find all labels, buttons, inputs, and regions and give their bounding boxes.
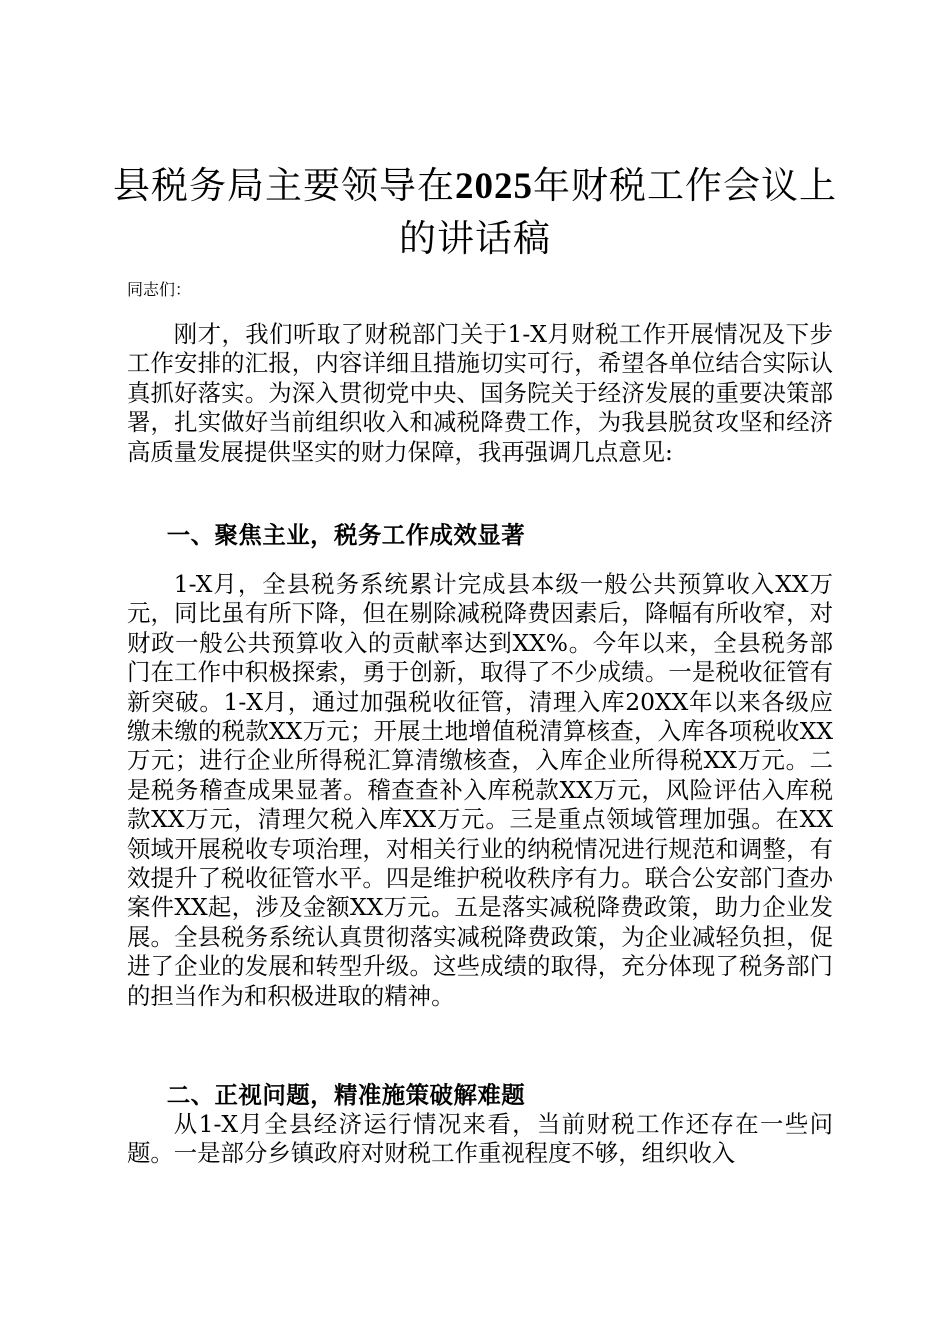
section-heading-2: 二、正视问题，精准施策破解难题 [166,1081,526,1109]
title-year: 2025 [455,166,533,207]
paragraph-intro: 刚才，我们听取了财税部门关于1-X月财税工作开展情况及下步工作安排的汇报，内容详细且措施切实可行，希望各单位结合实际认真抓好落实。为深入贯彻党中央、国务院关于经济发展的重要决策部署，扎实做好当前组织收入和减税降费工作，为我县脱贫攻坚和经济高质量发展提供坚实的财力保障，我再强调几点意见: [127,320,833,466]
document-title [100,160,850,265]
salutation: 同志们： [127,280,192,299]
paragraph-section-1: 1-X月，全县税务系统累计完成县本级一般公共预算收入XX万元，同比虽有所下降，但在剔除减税降费因素后，降幅有所收窄，对财政一般公共预算收入的贡献率达到XX%。今年以来，全县税务部门在工作中积极探索，勇于创新，取得了不少成绩。一是税收征管有新突破。1-X月，通过加强税收征管，清理入库20XX年以来各级应缴未缴的税款XX万元；开展土地增值税清算核查，入库各项税收XX万元；进行企业所得税汇算清缴核查，入库企业所得税XX万元。二是税务稽查成果显著。稽查查补入库税款XX万元，风险评估入库税款XX万元，清理欠税入库XX万元。三是重点领域管理加强。在XX领域开展税收专项治理，对相关行业的纳税情况进行规范和调整，有效提升了税收征管水平。四是维护税收秩序有力。联合公安部门查办案件XX起，涉及金额XX万元。五是落实减税降费政策，助力企业发展。全县税务系统认真贯彻落实减税降费政策，为企业减轻负担，促进了企业的发展和转型升级。这些成绩的取得，充分体现了税务部门的担当作为和积极进取的精神。 [127,570,833,1010]
paragraph-section-2: 从1-X月全县经济运行情况来看，当前财税工作还存在一些问题。一是部分乡镇政府对财税工作重视程度不够，组织收入 [127,1110,833,1168]
title-part-2: 年财税工作会议上的讲话稿 [399,164,837,260]
section-heading-1: 一、聚焦主业，税务工作成效显著 [166,521,526,549]
title-part-1: 县税务局主要领导在 [113,164,455,207]
